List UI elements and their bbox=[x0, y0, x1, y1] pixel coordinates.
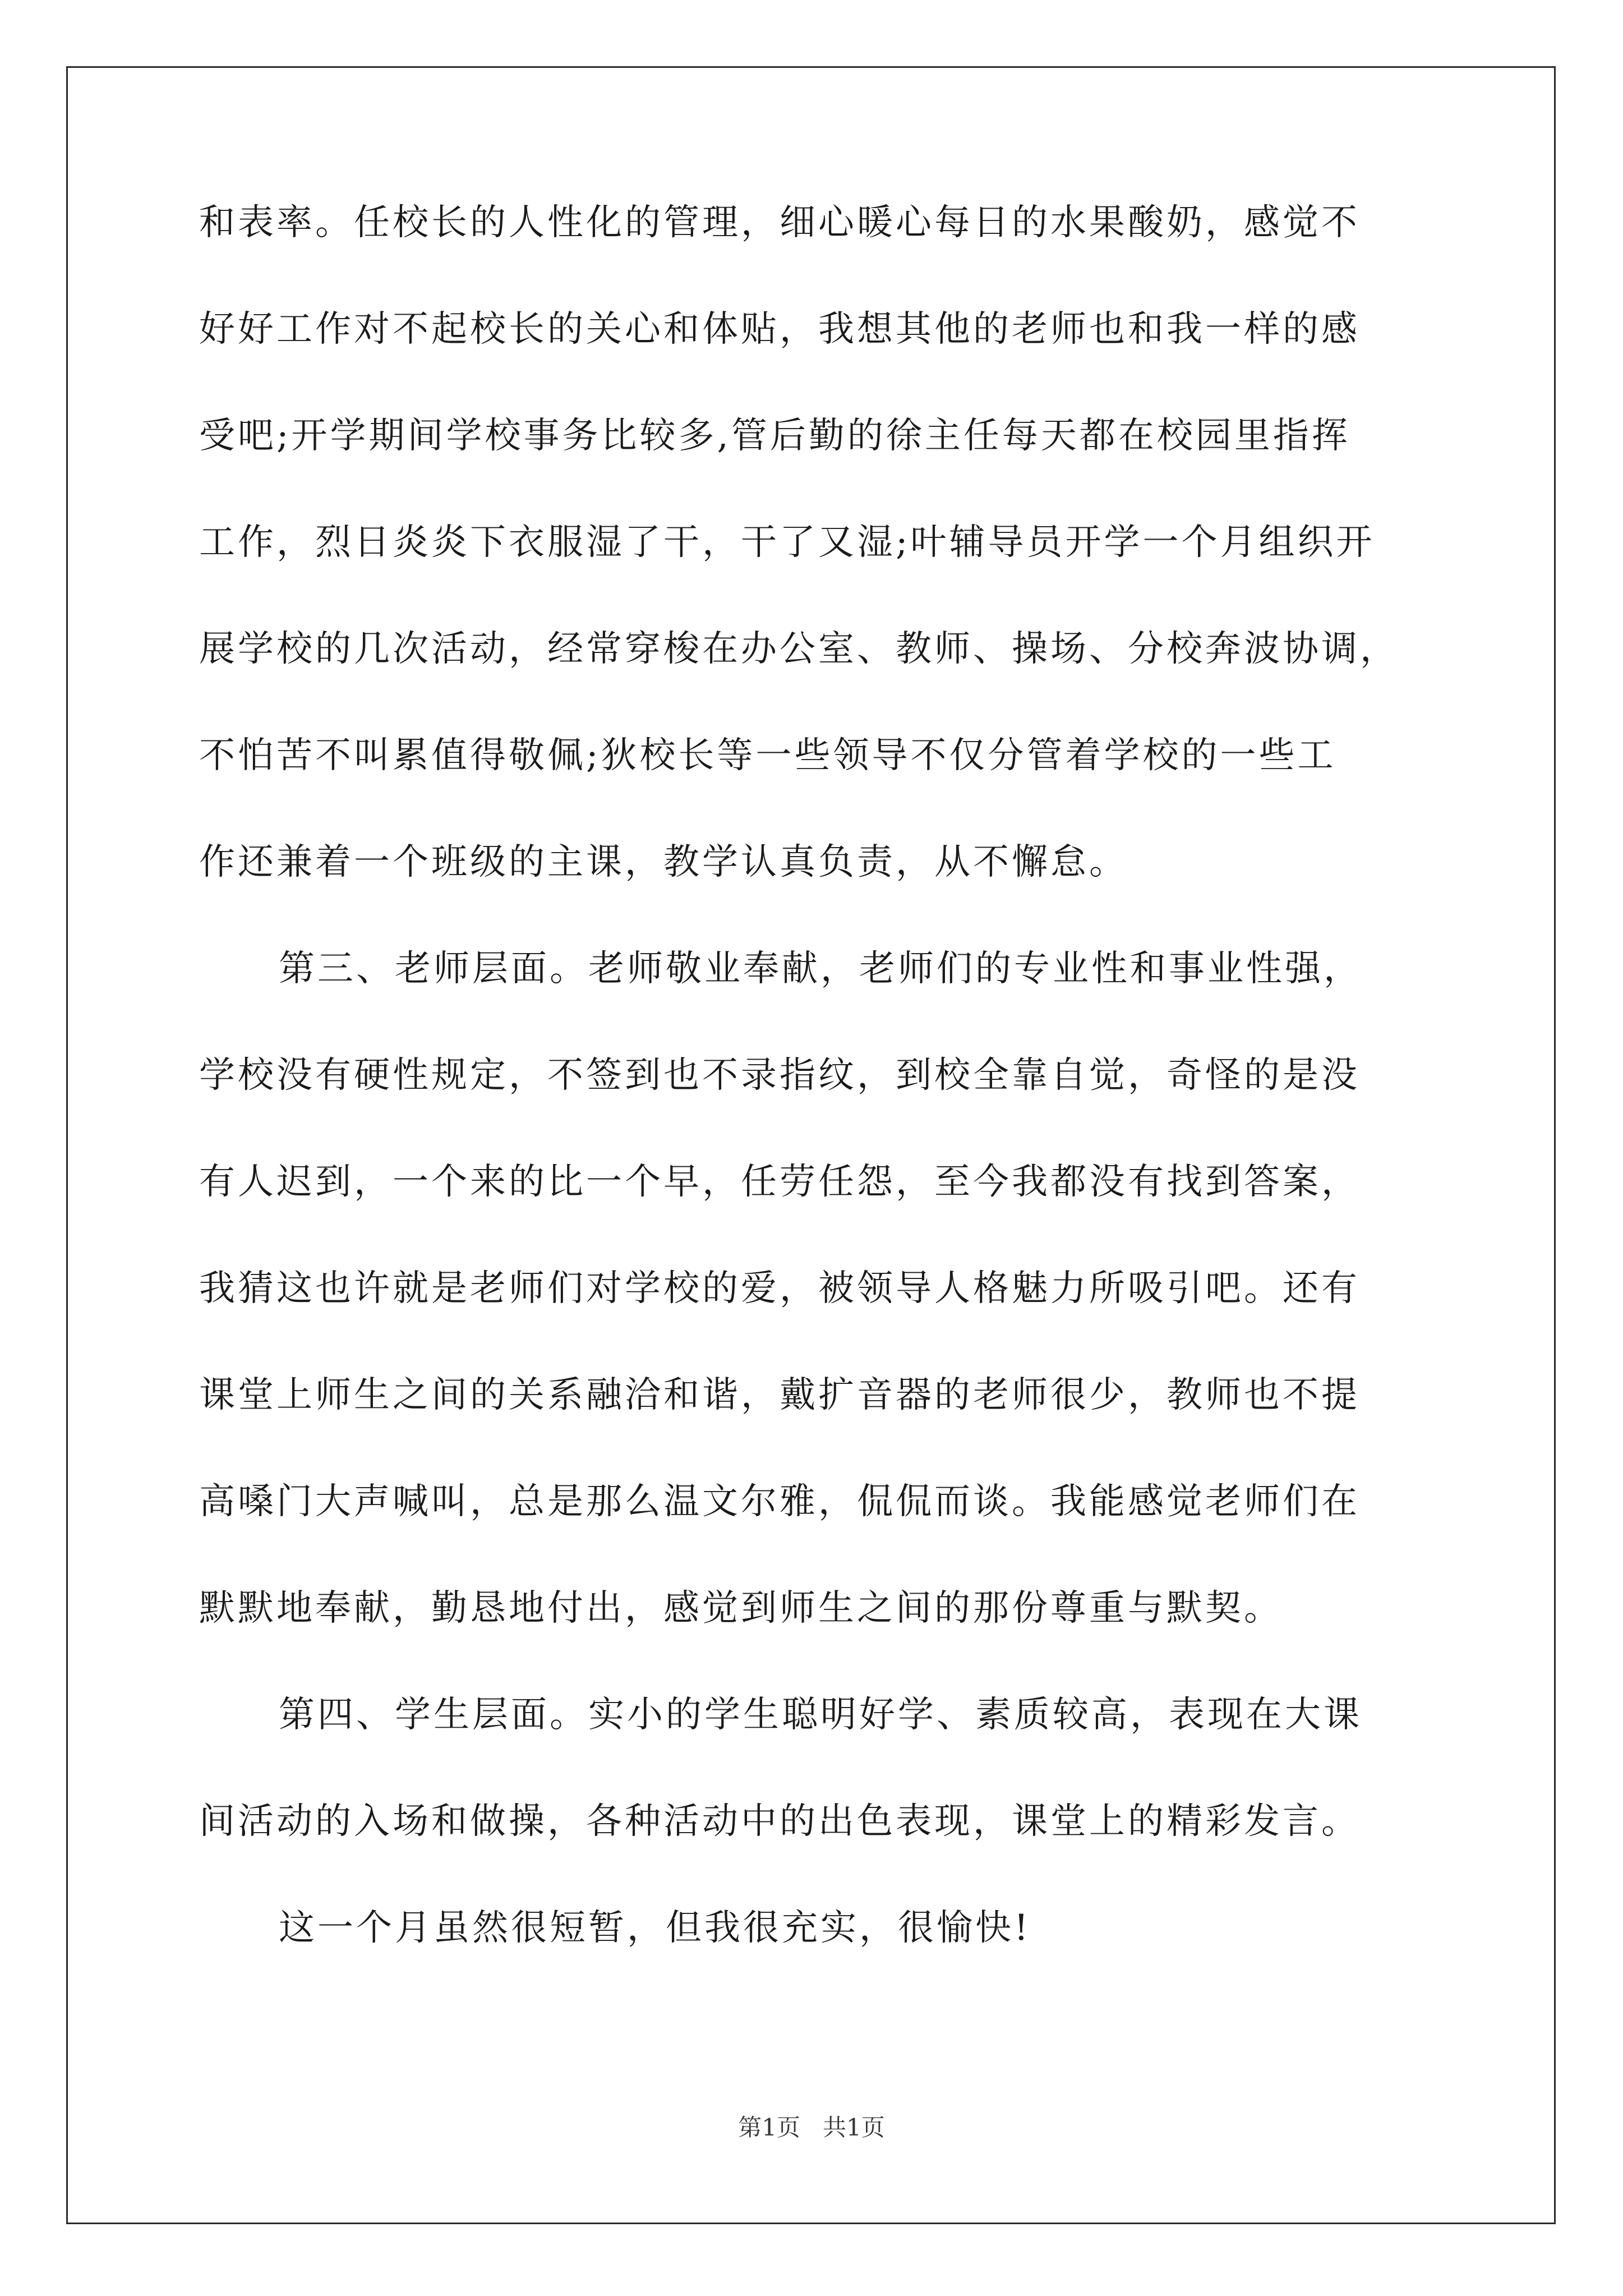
document-body bbox=[199, 202, 1450, 2017]
text-line: 我猜这也许就是老师们对学校的爱，被领导人格魅力所吸引吧。还有 bbox=[199, 1268, 1360, 1309]
paragraph-start-line: 这一个月虽然很短暂，但我很充实，很愉快! bbox=[279, 1907, 1031, 1949]
text-line: 高嗓门大声喊叫，总是那么温文尔雅，侃侃而谈。我能感觉老师们在 bbox=[199, 1481, 1360, 1522]
text-line: 有人迟到，一个来的比一个早，任劳任怨，至今我都没有找到答案， bbox=[199, 1161, 1360, 1203]
text-line: 工作，烈日炎炎下衣服湿了干，干了又湿;叶辅导员开学一个月组织开 bbox=[199, 522, 1375, 563]
page-number-footer: 第1页 共1页 bbox=[738, 2114, 885, 2141]
text-line: 不怕苦不叫累值得敬佩;狄校长等一些领导不仅分管着学校的一些工 bbox=[199, 735, 1336, 776]
paragraph-start-line: 第三、老师层面。老师敬业奉献，老师们的专业性和事业性强， bbox=[279, 948, 1362, 990]
text-line: 受吧;开学期间学校事务比较多,管后勤的徐主任每天都在校园里指挥 bbox=[199, 415, 1350, 457]
text-line: 间活动的入场和做操，各种活动中的出色表现，课堂上的精彩发言。 bbox=[199, 1801, 1360, 1842]
text-line: 和表率。任校长的人性化的管理，细心暖心每日的水果酸奶，感觉不 bbox=[199, 202, 1360, 243]
text-line: 展学校的几次活动，经常穿梭在办公室、教师、操场、分校奔波协调， bbox=[199, 628, 1399, 670]
text-line: 课堂上师生之间的关系融洽和谐，戴扩音器的老师很少，教师也不提 bbox=[199, 1374, 1360, 1416]
text-line: 学校没有硬性规定，不签到也不录指纹，到校全靠自觉，奇怪的是没 bbox=[199, 1055, 1360, 1096]
text-line: 作还兼着一个班级的主课，教学认真负责，从不懈怠。 bbox=[199, 841, 1128, 883]
text-line: 好好工作对不起校长的关心和体贴，我想其他的老师也和我一样的感 bbox=[199, 309, 1360, 350]
text-line: 默默地奉献，勤恳地付出，感觉到师生之间的那份尊重与默契。 bbox=[199, 1588, 1283, 1629]
paragraph-start-line: 第四、学生层面。实小的学生聪明好学、素质较高，表现在大课 bbox=[279, 1694, 1362, 1736]
